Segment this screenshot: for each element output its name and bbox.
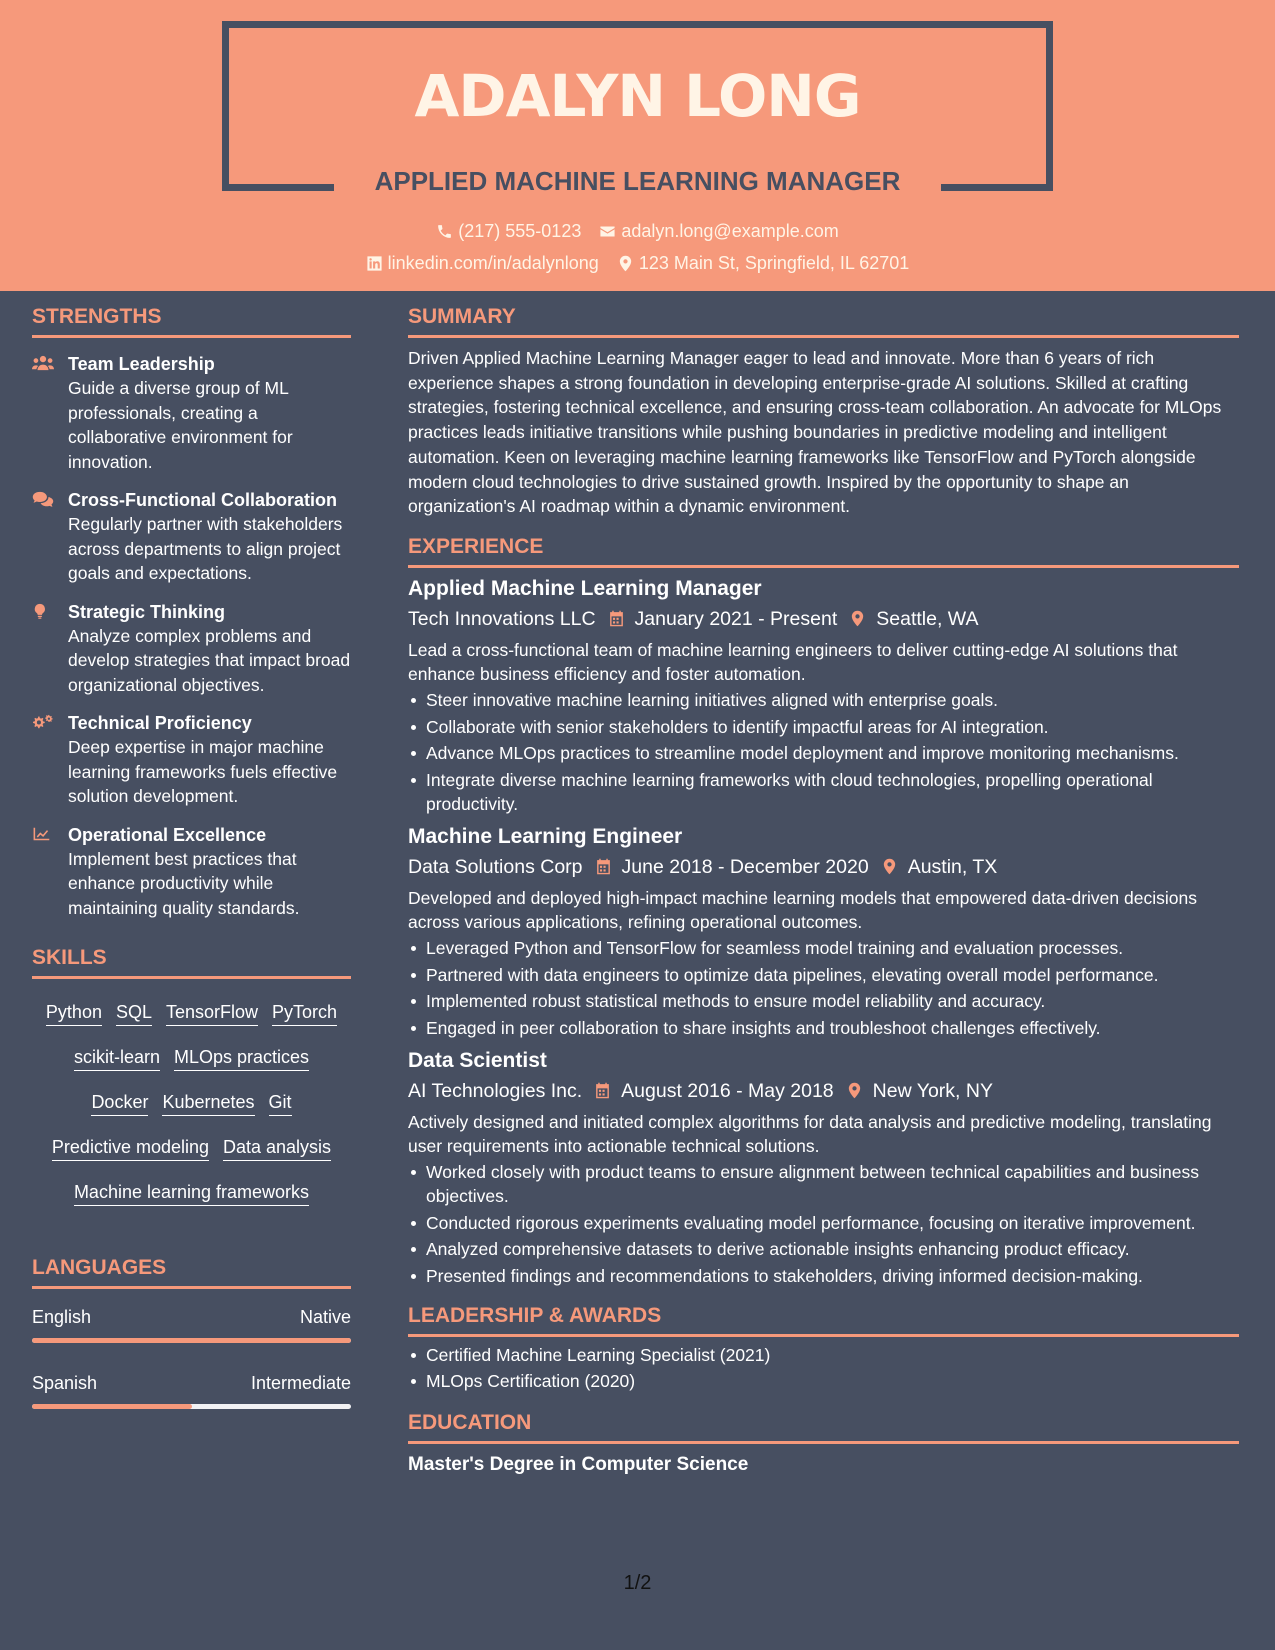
job-bullet: Integrate diverse machine learning frameworks with cloud technologies, propelling operational productivity. (408, 768, 1239, 816)
job-location: Seattle, WA (876, 607, 979, 630)
left-column (32, 305, 351, 1409)
strength-title: Operational Excellence (68, 824, 267, 845)
job-bullet: Partnered with data engineers to optimize data pipelines, elevating overall model performance. (408, 963, 1239, 987)
map-marker-icon (617, 255, 634, 272)
job-description: Actively designed and initiated complex algorithms for data analysis and predictive modeling, translating user requirements into actionable technical solutions. (408, 1111, 1212, 1156)
skill-tag: Data analysis (223, 1136, 331, 1161)
comments-icon (32, 490, 54, 508)
right-column (408, 305, 1239, 1476)
contact-linkedin[interactable] (366, 253, 599, 274)
language-level: Native (299, 1307, 351, 1327)
education-heading: EDUCATION (408, 1411, 1239, 1444)
job-title: Data Scientist (408, 1048, 547, 1072)
contact-row-1 (0, 221, 1275, 242)
job-bullets (408, 688, 1239, 816)
job-description: Developed and deployed high-impact machine learning models that empowered data-driven decisions across various applications, refining operational outcomes. (408, 887, 1197, 932)
awards-heading: LEADERSHIP & AWARDS (408, 1304, 1239, 1337)
job-bullet: Implemented robust statistical methods to ensure model reliability and accuracy. (408, 989, 1239, 1013)
skill-tag: Docker (91, 1091, 148, 1116)
strengths-heading: STRENGTHS (32, 305, 351, 338)
job-location: New York, NY (872, 1079, 993, 1102)
award-item: Certified Machine Learning Specialist (2021) (408, 1343, 1239, 1367)
job-entry (408, 574, 1239, 816)
gears-icon (32, 713, 54, 731)
job-bullet: Conducted rigorous experiments evaluating model performance, focusing on iterative improvement. (408, 1211, 1239, 1235)
strength-desc: Deep expertise in major machine learning frameworks fuels effective solution development. (68, 737, 338, 806)
strength-desc: Guide a diverse group of ML professionals, creating a collaborative environment for innovation. (68, 378, 293, 472)
job-bullets (408, 936, 1239, 1040)
skills-heading: SKILLS (32, 946, 351, 979)
job-meta (408, 604, 1239, 634)
job-bullet: Steer innovative machine learning initiatives aligned with enterprise goals. (408, 688, 1239, 712)
chart-line-icon (32, 825, 54, 843)
calendar-icon (595, 857, 612, 876)
map-marker-icon (849, 609, 866, 628)
envelope-icon (599, 223, 616, 240)
strength-title: Strategic Thinking (68, 601, 226, 622)
job-meta (408, 1076, 1239, 1106)
contact-email[interactable] (599, 221, 838, 242)
strength-desc: Implement best practices that enhance productivity while maintaining quality standards. (68, 848, 300, 918)
skill-tag: Predictive modeling (52, 1136, 209, 1161)
calendar-icon (594, 1081, 611, 1100)
languages-heading: LANGUAGES (32, 1256, 351, 1289)
users-icon (32, 354, 54, 372)
language-level: Intermediate (250, 1373, 351, 1393)
strength-title: Team Leadership (68, 354, 215, 374)
strength-title: Technical Proficiency (68, 713, 252, 733)
map-marker-icon (881, 857, 898, 876)
email-text: adalyn.long@example.com (621, 221, 839, 241)
contact-row-2 (0, 253, 1275, 274)
summary-heading: SUMMARY (408, 305, 1239, 338)
job-title: Machine Learning Engineer (408, 824, 683, 848)
job-title: Applied Machine Learning Manager (408, 576, 762, 600)
skill-tag: scikit-learn (74, 1046, 160, 1071)
lightbulb-icon (32, 602, 54, 620)
page-number: 1/2 (623, 1572, 652, 1594)
job-location: Austin, TX (907, 855, 998, 878)
skill-tag: Kubernetes (162, 1091, 254, 1116)
strength-title: Cross-Functional Collaboration (68, 490, 338, 510)
job-entry (408, 1046, 1239, 1288)
job-bullet: Presented findings and recommendations to stakeholders, driving informed decision-making. (408, 1264, 1239, 1288)
language-item (32, 1307, 351, 1343)
contact-phone[interactable] (436, 221, 581, 242)
job-entry (408, 822, 1239, 1040)
map-marker-icon (846, 1081, 863, 1100)
summary-text: Driven Applied Machine Learning Manager eager to lead and innovate. More than 6 years of rich experience shapes a strong foundation in developing enterprise-grade AI solutions. Skilled at crafting strategies, fostering technical excellence, and ensuring cross-team collaboration. An advocate for MLOps practices leads initiative transitions while pushing boundaries in predictive modeling and intelligent automation. Keen on leveraging machine learning frameworks like TensorFlow and PyTorch alongside modern cloud technologies to drive sustained growth. Inspired by the opportunity to shape an organization's AI roadmap within a dynamic environment. (408, 348, 1222, 517)
address-text: 123 Main St, Springfield, IL 62701 (638, 253, 910, 273)
strength-item (32, 711, 351, 809)
job-bullet: Collaborate with senior stakeholders to identify impactful areas for AI integration. (408, 715, 1239, 739)
skill-tag: Machine learning frameworks (74, 1181, 309, 1206)
language-bar-fill (32, 1338, 351, 1343)
strength-item (32, 352, 351, 474)
job-bullets (408, 1160, 1239, 1288)
phone-icon (436, 223, 453, 240)
skills-list (32, 991, 351, 1216)
job-bullet: Engaged in peer collaboration to share insights and troubleshoot challenges effectively. (408, 1016, 1239, 1040)
job-description: Lead a cross-functional team of machine learning engineers to deliver cutting-edge AI solutions that enhance business efficiency and foster automation. (408, 639, 1178, 684)
calendar-icon (608, 609, 625, 628)
job-dates: August 2016 - May 2018 (621, 1079, 834, 1102)
candidate-name: ADALYN LONG (414, 62, 861, 130)
strength-item (32, 600, 351, 698)
candidate-title: APPLIED MACHINE LEARNING MANAGER (374, 166, 901, 196)
skill-tag: Python (46, 1001, 102, 1026)
job-company: Tech Innovations LLC (408, 607, 596, 630)
linkedin-text: linkedin.com/in/adalynlong (387, 253, 599, 273)
job-meta (408, 852, 1239, 882)
job-company: Data Solutions Corp (408, 855, 583, 878)
resume-header (0, 0, 1275, 291)
job-bullet: Advance MLOps practices to streamline model deployment and improve monitoring mechanisms. (408, 741, 1239, 765)
job-dates: June 2018 - December 2020 (621, 855, 869, 878)
linkedin-icon (366, 255, 383, 272)
strength-item (32, 488, 351, 586)
experience-heading: EXPERIENCE (408, 535, 1239, 568)
language-name: Spanish (32, 1373, 98, 1393)
strength-item (32, 823, 351, 921)
education-degree: Master's Degree in Computer Science (408, 1454, 749, 1476)
strength-desc: Regularly partner with stakeholders across departments to align project goals and expectations. (68, 514, 343, 583)
job-company: AI Technologies Inc. (408, 1079, 583, 1102)
job-bullet: Worked closely with product teams to ensure alignment between technical capabilities and business objectives. (408, 1160, 1239, 1208)
language-bar (32, 1338, 351, 1343)
skill-tag: MLOps practices (174, 1046, 309, 1071)
skill-tag: PyTorch (272, 1001, 337, 1026)
skill-tag: Git (269, 1091, 292, 1116)
skill-tag: TensorFlow (166, 1001, 258, 1026)
language-bar (32, 1404, 351, 1409)
job-dates: January 2021 - Present (634, 607, 838, 630)
language-item (32, 1373, 351, 1409)
job-bullet: Leveraged Python and TensorFlow for seamless model training and evaluation processes. (408, 936, 1239, 960)
language-bar-fill (32, 1404, 192, 1409)
language-name: English (32, 1307, 92, 1327)
strength-desc: Analyze complex problems and develop strategies that impact broad organizational objectives. (68, 625, 351, 695)
job-bullet: Analyzed comprehensive datasets to derive actionable insights enhancing product efficacy. (408, 1237, 1239, 1261)
skill-tag: SQL (116, 1001, 152, 1026)
award-item: MLOps Certification (2020) (408, 1369, 1239, 1393)
phone-text: (217) 555-0123 (458, 221, 582, 241)
awards-list (408, 1343, 1239, 1394)
contact-address (617, 253, 910, 274)
